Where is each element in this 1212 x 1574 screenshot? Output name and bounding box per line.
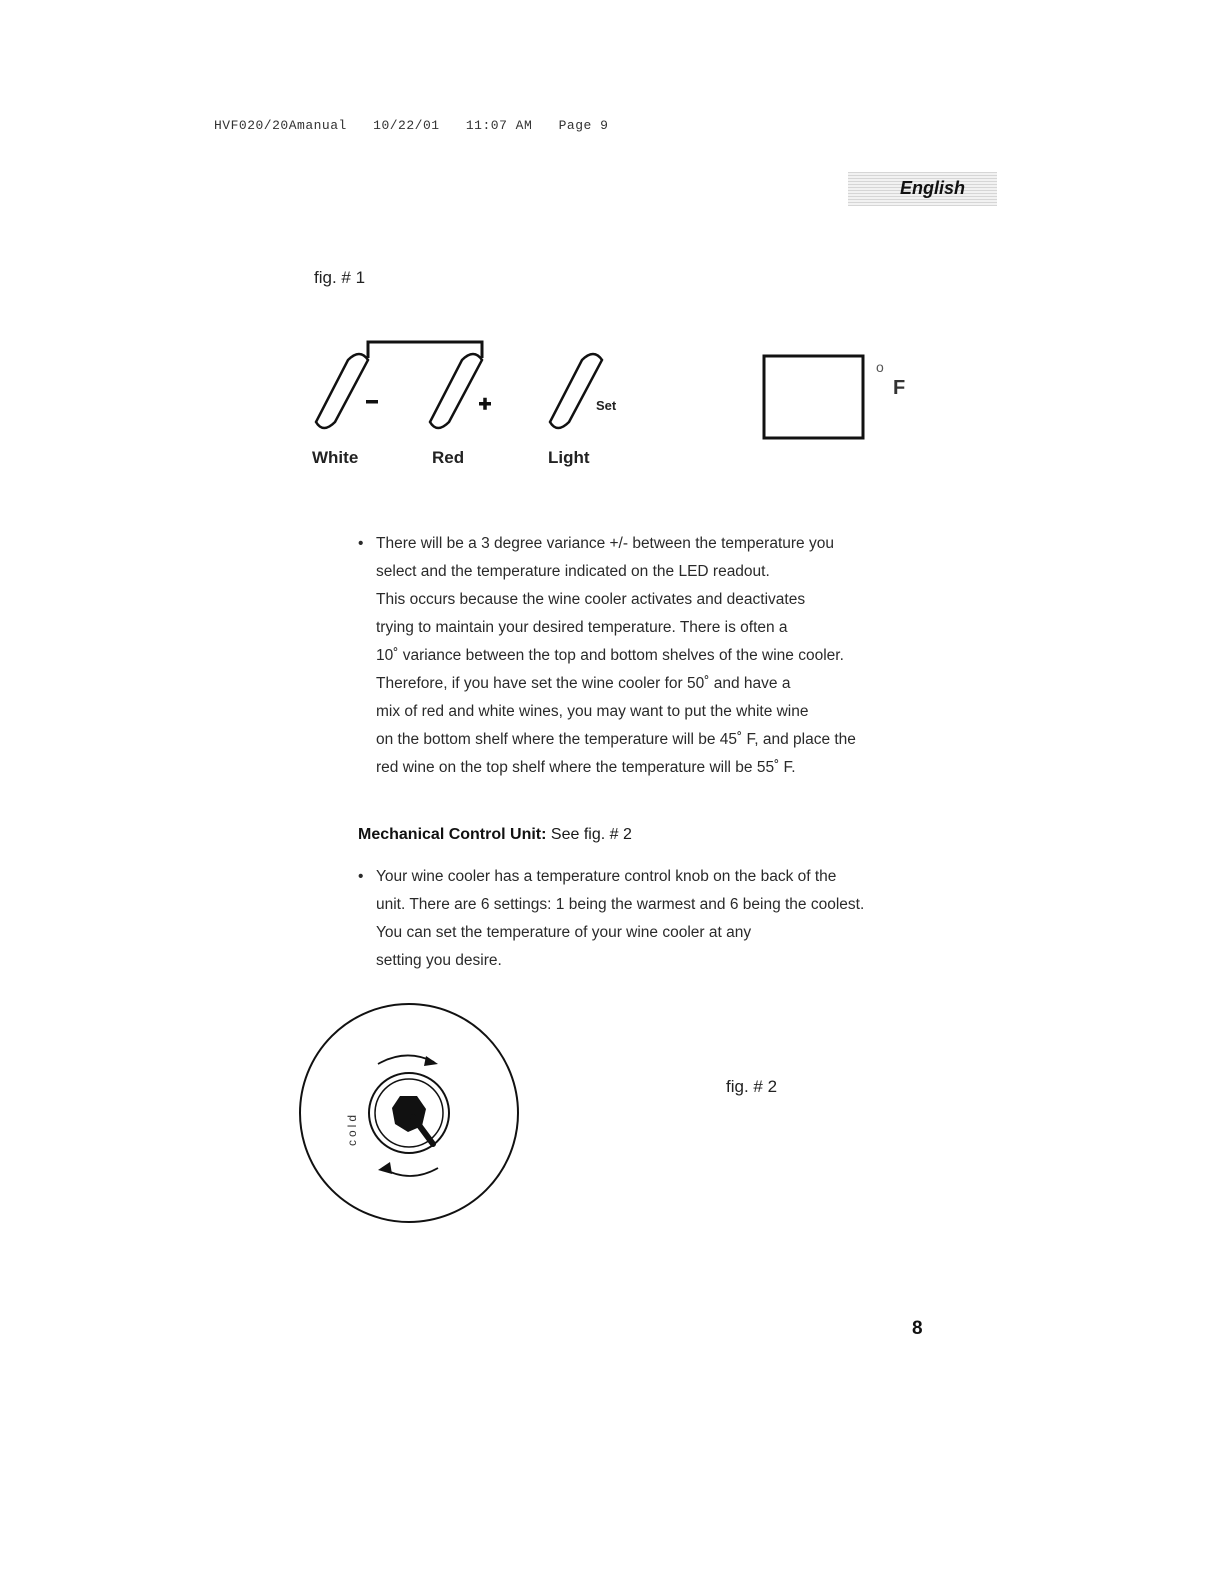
variance-paragraph <box>358 530 938 782</box>
paragraph-line: mix of red and white wines, you may want to put the white wine <box>376 703 809 720</box>
figure1-control-panel <box>290 330 940 480</box>
paragraph-line: setting you desire. <box>376 952 502 969</box>
paragraph-line: select and the temperature indicated on the LED readout. <box>376 563 770 580</box>
figure2-label: fig. # 2 <box>726 1077 778 1096</box>
header-time: 11:07 AM <box>465 118 533 133</box>
section-heading <box>358 826 632 844</box>
figure2-control-knob <box>296 1000 522 1226</box>
section-title: Mechanical Control Unit: <box>358 826 547 843</box>
paragraph-line: trying to maintain your desired temperature. There is often a <box>376 619 788 636</box>
led-display <box>764 356 863 438</box>
paragraph-line: Therefore, if you have set the wine cooler for 50˚ and have a <box>376 675 791 692</box>
paragraph-line: on the bottom shelf where the temperature will be 45˚ F, and place the <box>376 731 856 748</box>
light-button-label: Light <box>548 448 590 467</box>
header-page-ref: Page 9 <box>558 118 609 133</box>
language-tab <box>848 172 997 206</box>
button-link-bracket <box>368 342 482 358</box>
light-button-icon <box>550 354 602 428</box>
paragraph-line: unit. There are 6 settings: 1 being the warmest and 6 being the coolest. <box>376 896 865 913</box>
red-button-icon <box>430 354 491 428</box>
paragraph-line: red wine on the top shelf where the temperature will be 55˚ F. <box>376 759 796 776</box>
white-button-label: White <box>312 448 359 467</box>
print-header <box>214 118 626 133</box>
header-file-name: HVF020/20Amanual <box>214 118 347 133</box>
page-number: 8 <box>912 1318 923 1339</box>
red-button-label: Red <box>432 448 465 467</box>
figure1-label: fig. # 1 <box>314 268 366 287</box>
paragraph-line: You can set the temperature of your wine cooler at any <box>376 924 752 941</box>
header-date: 10/22/01 <box>373 118 440 133</box>
language-tab-label: English <box>900 178 966 198</box>
dial-cold-label: cold <box>345 1111 359 1146</box>
fahrenheit-label: F <box>893 377 906 399</box>
set-symbol: Set <box>596 398 617 413</box>
paragraph-line: • There will be a 3 degree variance +/- between the temperature you <box>358 535 834 552</box>
paragraph-line: 10˚ variance between the top and bottom shelves of the wine cooler. <box>376 647 844 664</box>
degree-symbol: o <box>876 359 884 375</box>
paragraph-line: This occurs because the wine cooler activates and deactivates <box>376 591 806 608</box>
paragraph-line: • Your wine cooler has a temperature control knob on the back of the <box>358 868 837 885</box>
section-reference: See fig. # 2 <box>550 826 632 843</box>
mechanical-control-paragraph <box>358 863 958 975</box>
white-button-icon <box>316 354 378 428</box>
